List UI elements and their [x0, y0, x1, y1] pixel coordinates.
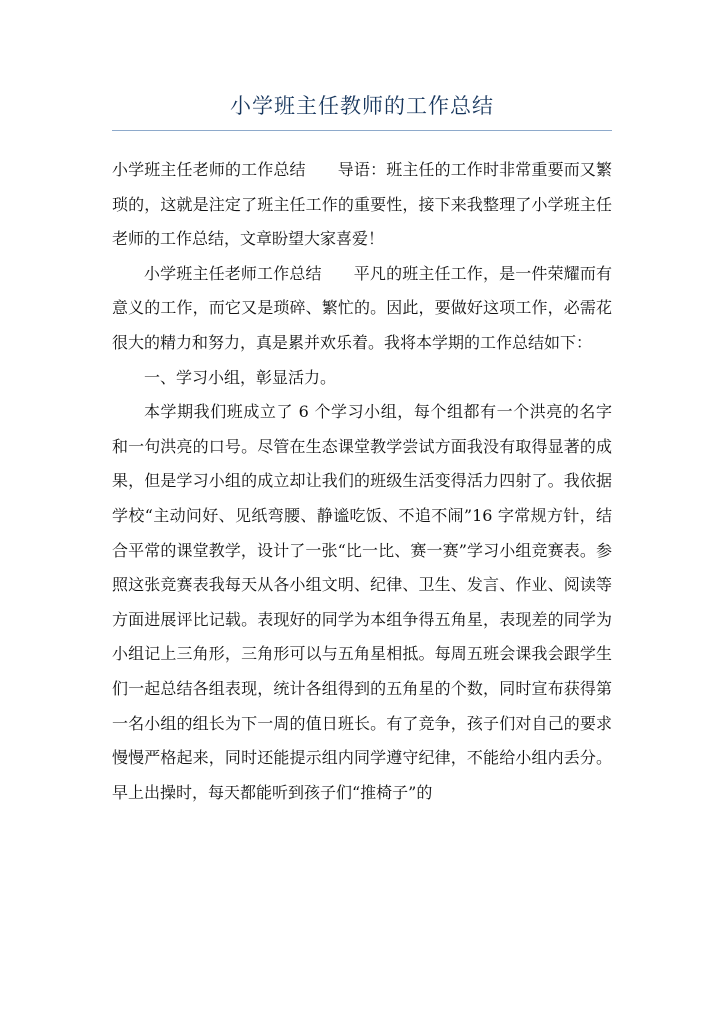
paragraph-intro	[112, 153, 612, 257]
document-title: 小学班主任教师的工作总结	[230, 94, 494, 118]
paragraph-text: 平凡的班主任工作，是一件荣耀而有意义的工作，而它又是琐碎、繁忙的。因此，要做好这项工作，必需花很大的精力和努力，真是累并欢乐着。我将本学期的工作总结如下：	[112, 263, 612, 352]
title-underline	[112, 130, 612, 131]
paragraph-lead: 小学班主任老师的工作总结	[112, 160, 306, 179]
paragraph-overview	[112, 257, 612, 361]
paragraph-lead: 小学班主任老师工作总结	[144, 263, 322, 283]
paragraph-study-groups: 本学期我们班成立了 6 个学习小组，每个组都有一个洪亮的名字和一句洪亮的口号。尽管在生态课堂教学尝试方面我没有取得显著的成果，但是学习小组的成立却让我们的班级生活变得活力四射了。我依据学校“主动问好、见纸弯腰、静谧吃饭、不追不闹”16 字常规方针，结合平常的课堂教学，设计了一张“比一比、赛一赛”学习小组竞赛表。参照这张竞赛表我每天从各小组文明、纪律、卫生、发言、作业、阅读等方面进展评比记载。表现好的同学为本组争得五角星，表现差的同学为小组记上三角形，三角形可以与五角星相抵。每周五班会课我会跟学生们一起总结各组表现，统计各组得到的五角星的个数，同时宣布获得第一名小组的组长为下一周的值日班长。有了竞争，孩子们对自己的要求慢慢严格起来，同时还能提示组内同学遵守纪律，不能给小组内丢分。早上出操时，每天都能听到孩子们“推椅子”的	[112, 402, 612, 802]
document-body	[112, 153, 612, 810]
section-heading: 一、学习小组，彰显活力。	[144, 367, 337, 387]
paragraph-text: 导语：班主任的工作时非常重要而又繁琐的，这就是注定了班主任工作的重要性，接下来我整理了小学班主任老师的工作总结，文章盼望大家喜爱！	[112, 160, 612, 249]
